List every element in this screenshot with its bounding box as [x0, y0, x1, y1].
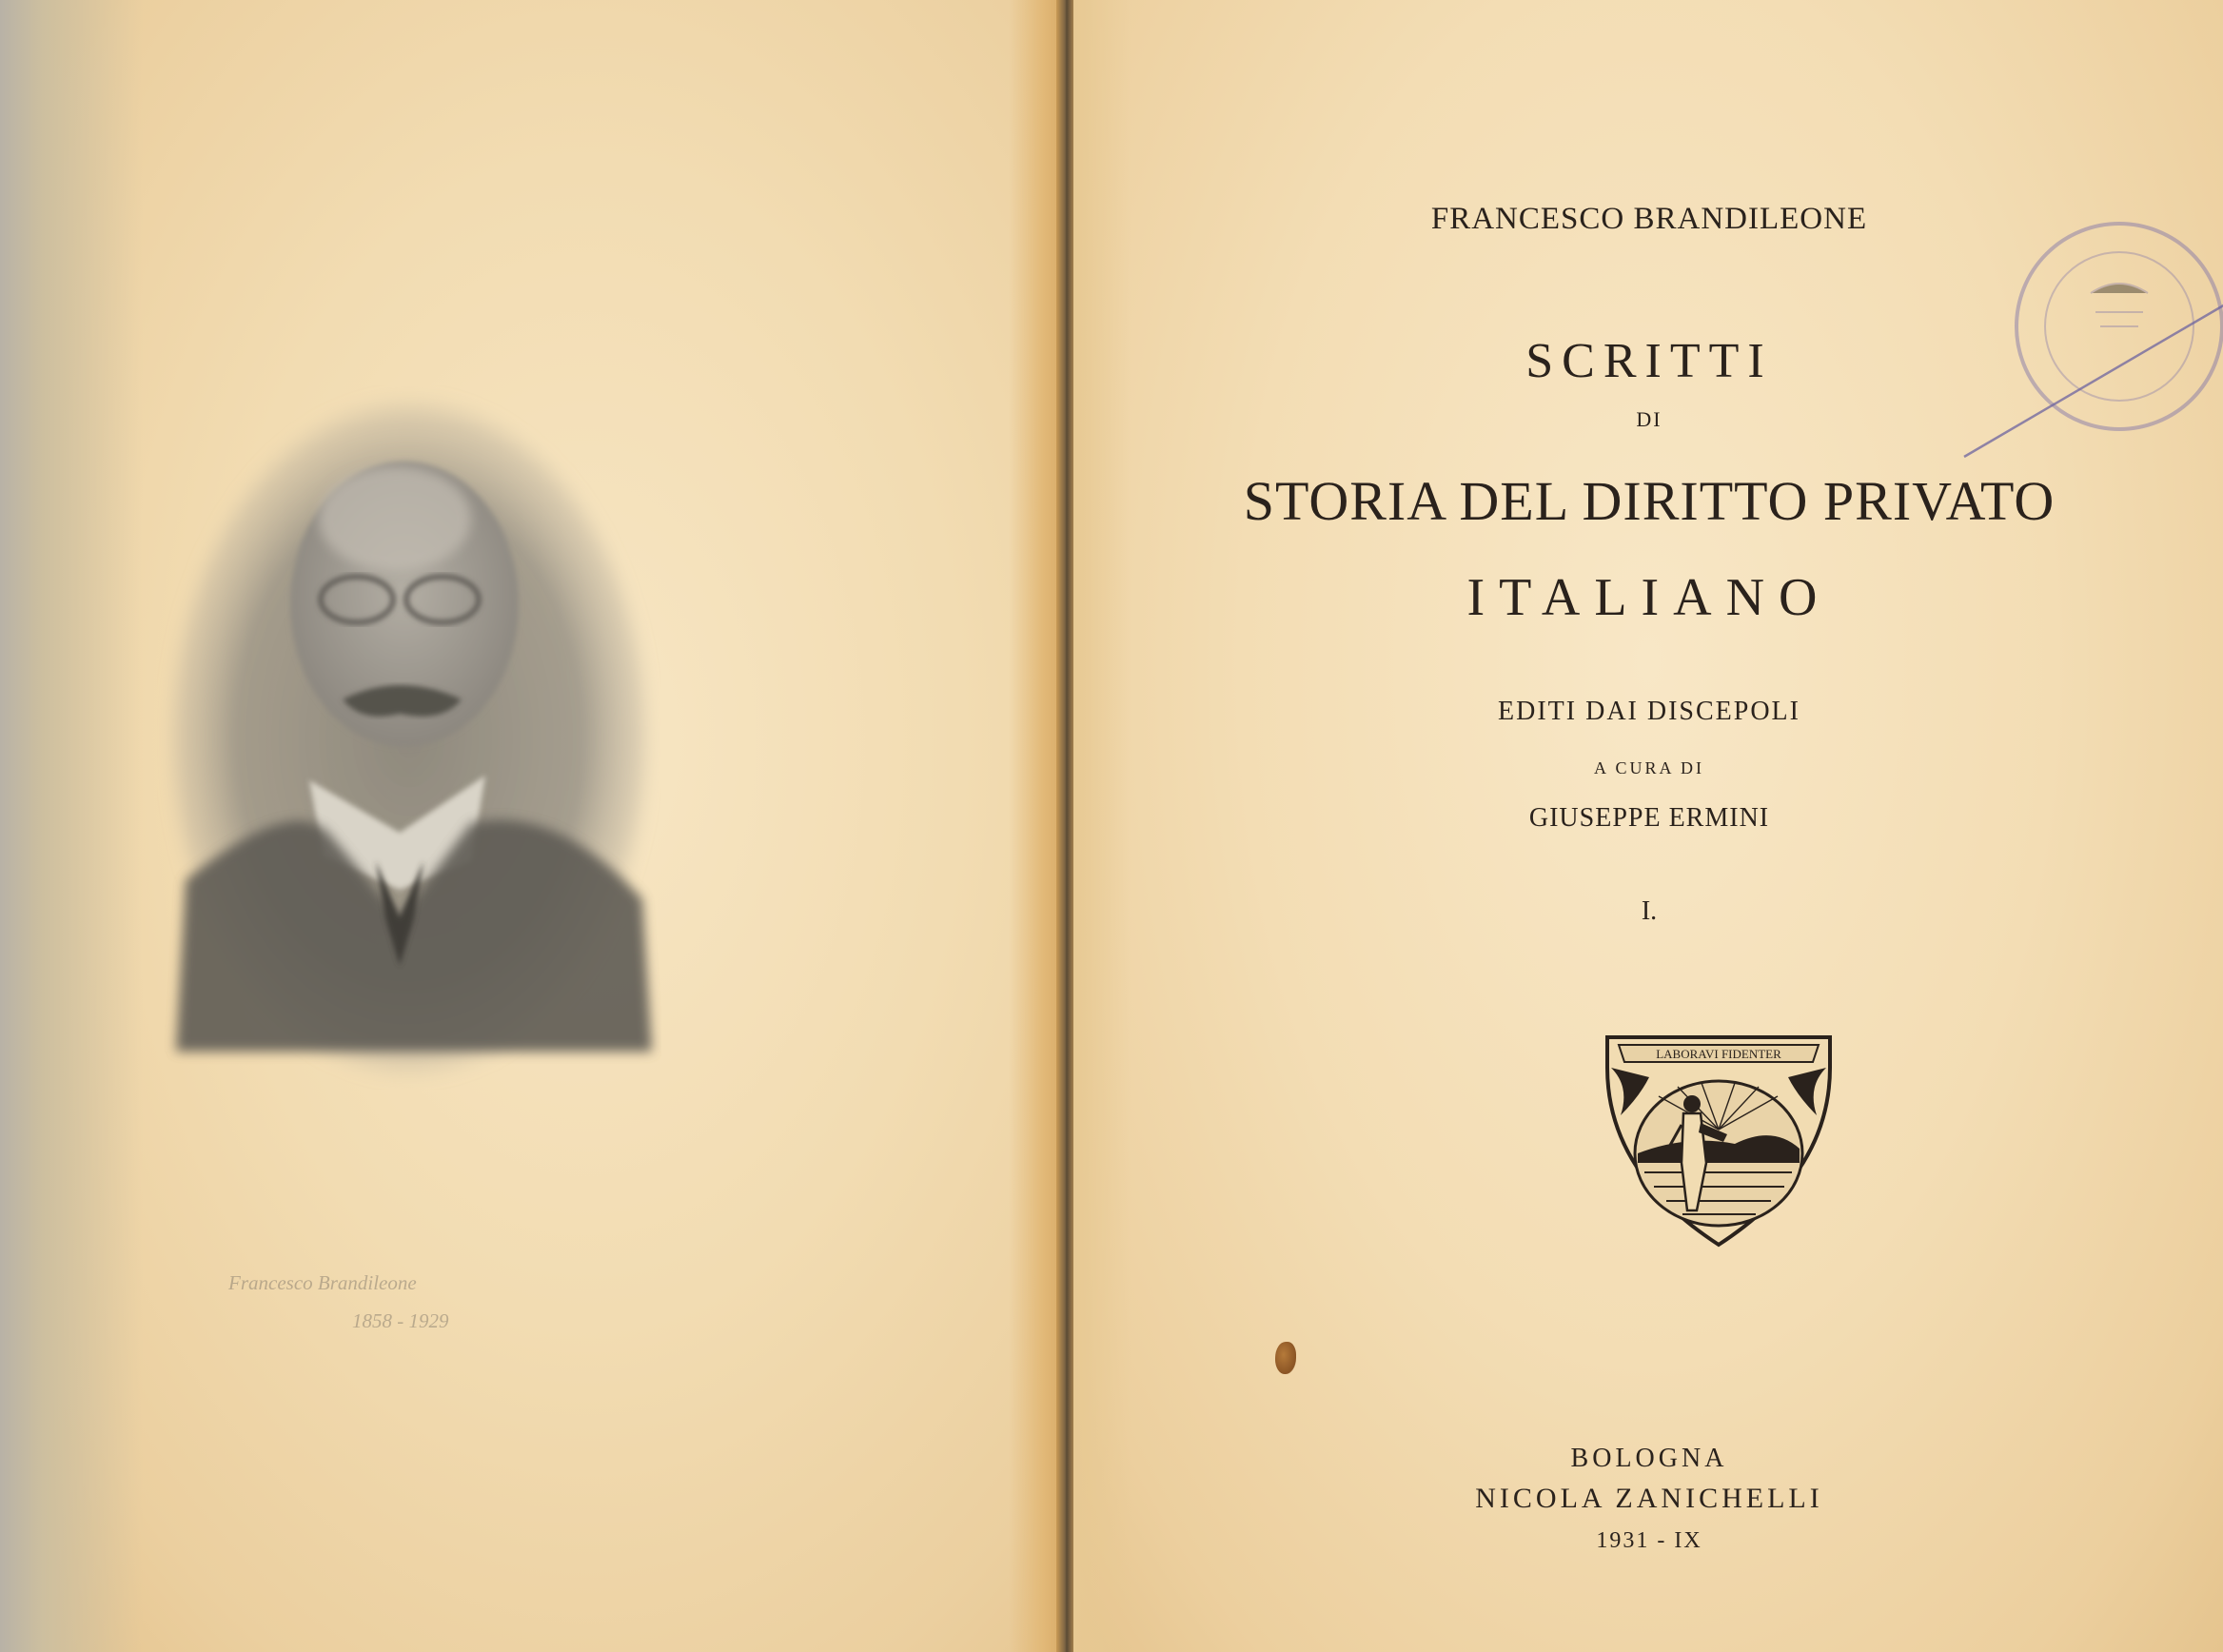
page-shadow: [0, 0, 143, 1652]
edited-by-line: EDITI DAI DISCEPOLI: [1498, 697, 1800, 726]
publisher-emblem: [1602, 1030, 1836, 1250]
paper-stain: [1275, 1342, 1296, 1374]
stamp-signature-line: [1960, 295, 2223, 466]
imprint-year: 1931 - IX: [1596, 1528, 1702, 1553]
imprint-publisher: NICOLA ZANICHELLI: [1475, 1483, 1823, 1514]
author-name: FRANCESCO BRANDILEONE: [1430, 202, 1868, 236]
title-line-1: SCRITTI: [1525, 334, 1773, 388]
editor-name: GIUSEPPE ERMINI: [1528, 803, 1770, 833]
portrait-caption: [228, 1264, 552, 1340]
portrait-caption-name: Francesco Brandileone: [228, 1271, 417, 1294]
emblem-motto: LABORAVI FIDENTER: [1656, 1047, 1781, 1061]
author-portrait: [157, 385, 661, 1090]
portrait-caption-years: 1858 - 1929: [352, 1309, 449, 1332]
title-line-3: ITALIANO: [1466, 568, 1832, 627]
imprint-city: BOLOGNA: [1570, 1444, 1728, 1473]
title-connector: DI: [1636, 407, 1662, 431]
frontispiece-page: [0, 0, 1066, 1652]
curated-by-label: A CURA DI: [1593, 758, 1704, 777]
title-line-2: STORIA DEL DIRITTO PRIVATO: [1243, 470, 2056, 532]
volume-number: I.: [1641, 896, 1658, 926]
